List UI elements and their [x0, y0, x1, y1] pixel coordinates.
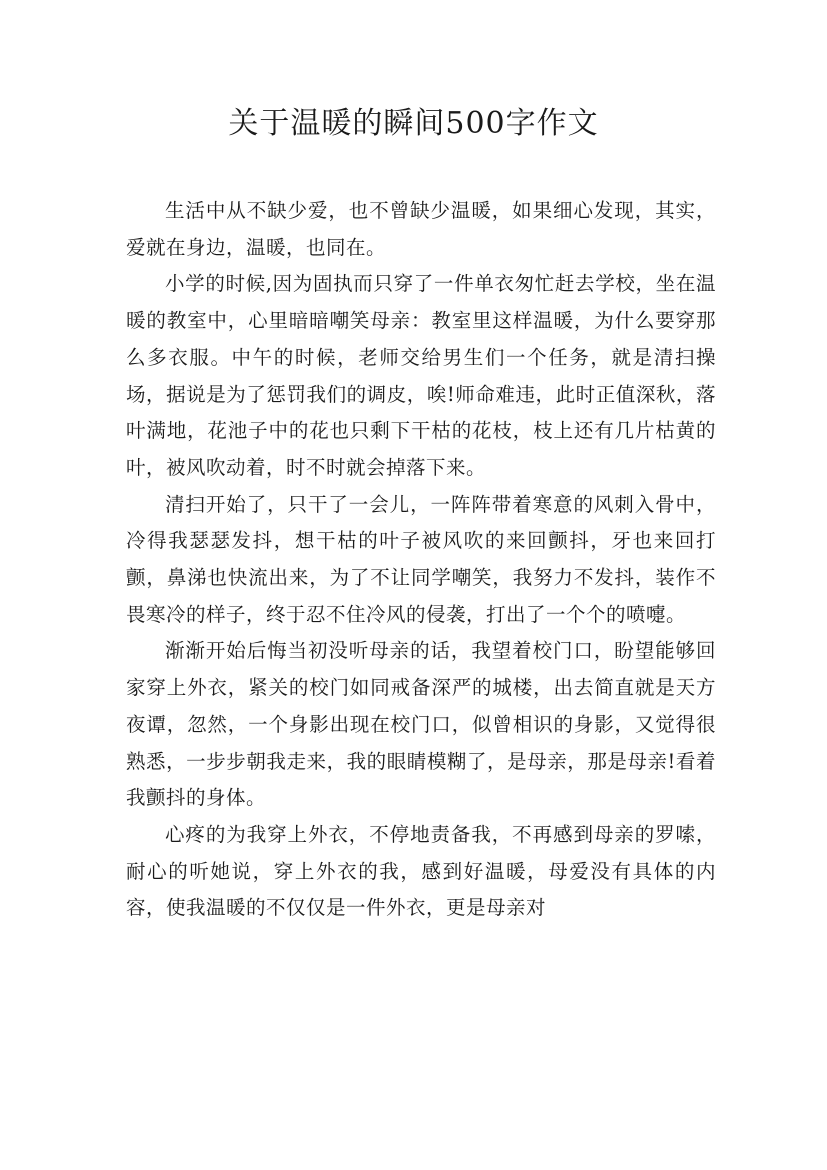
document-body [126, 193, 716, 927]
paragraph-2: 小学的时候,因为固执而只穿了一件单衣匆忙赶去学校，坐在温暖的教室中，心里暗暗嘲笑母亲：教室里这样温暖，为什么要穿那么多衣服。中午的时候，老师交给男生们一个任务，就是清扫操场，据说是为了惩罚我们的调皮，唉!师命难违，此时正值深秋，落叶满地，花池子中的花也只剩下干枯的花枝，枝上还有几片枯黄的叶，被风吹动着，时不时就会掉落下来。 [126, 272, 716, 479]
paragraph-5: 心疼的为我穿上外衣，不停地责备我，不再感到母亲的罗嗦，耐心的听她说，穿上外衣的我，感到好温暖，母爱没有具体的内容，使我温暖的不仅仅是一件外衣，更是母亲对 [126, 822, 716, 920]
document-title: 关于温暖的瞬间500字作文 [228, 106, 599, 141]
paragraph-4: 渐渐开始后悔当初没听母亲的话，我望着校门口，盼望能够回家穿上外衣，紧关的校门如同戒备深严的城楼，出去简直就是天方夜谭，忽然，一个身影出现在校门口，似曾相识的身影，又觉得很熟悉，一步步朝我走来，我的眼睛模糊了，是母亲，那是母亲!看着我颤抖的身体。 [126, 639, 716, 810]
paragraph-1: 生活中从不缺少爱，也不曾缺少温暖，如果细心发现，其实，爱就在身边，温暖，也同在。 [126, 199, 716, 259]
paragraph-3: 清扫开始了，只干了一会儿，一阵阵带着寒意的风刺入骨中，冷得我瑟瑟发抖，想干枯的叶子被风吹的来回颤抖，牙也来回打颤，鼻涕也快流出来，为了不让同学嘲笑，我努力不发抖，装作不畏寒冷的样子，终于忍不住冷风的侵袭，打出了一个个的喷嚏。 [126, 492, 716, 626]
